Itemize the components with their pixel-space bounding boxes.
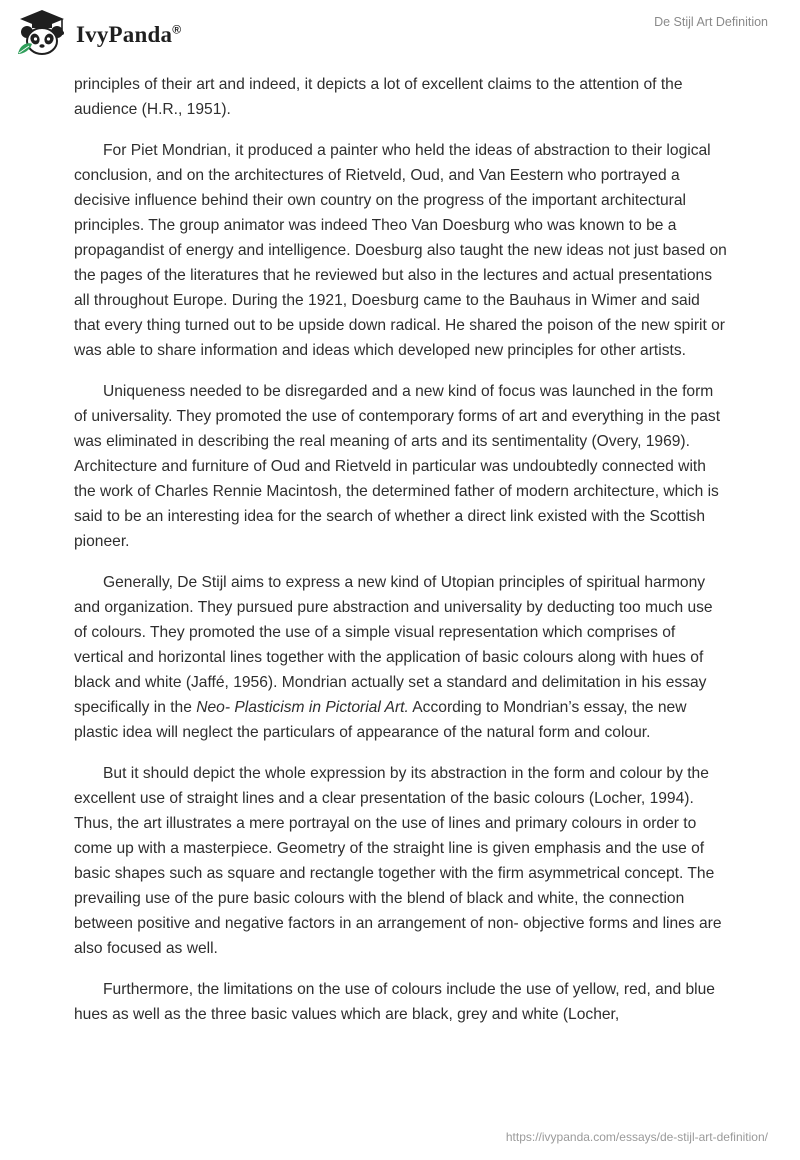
- paragraph-4: [74, 570, 728, 745]
- paragraph-5: But it should depict the whole expression by its abstraction in the form and colour by the excellent use of straight lines and a clear presentation of the basic colours (Locher, 1994). Thus, the art illustrates a mere portrayal on the use of lines and primary colours in order to come up with a masterpiece. Geometry of the straight line is given emphasis and the use of basic shapes such as square and rectangle together with the firm asymmetrical concept. The prevailing use of the pure basic colours with the blend of black and white, the connection between positive and negative factors in an arrangement of non- objective forms and lines are also focused as well.: [74, 765, 722, 957]
- page-header: [0, 0, 800, 68]
- paragraph-1: principles of their art and indeed, it depicts a lot of excellent claims to the attention of the audience (H.R., 1951).: [74, 76, 683, 118]
- registered-mark: ®: [172, 22, 182, 37]
- source-url[interactable]: https://ivypanda.com/essays/de-stijl-art-definition/: [505, 1130, 768, 1144]
- brand-name: IvyPanda®: [76, 22, 182, 47]
- paragraph-3: Uniqueness needed to be disregarded and a new kind of focus was launched in the form of universality. They promoted the use of contemporary forms of art and everything in the past was eliminated in describing the real meaning of arts and its sentimentality (Overy, 1969). Architecture and furniture of Oud and Rietveld in particular was undoubtedly connected with the work of Charles Rennie Macintosh, the determined father of modern architecture, which is said to be an interesting idea for the search of whether a direct link existed with the Scottish pioneer.: [74, 383, 721, 550]
- ivypanda-logo[interactable]: [14, 8, 181, 58]
- paragraph-6: Furthermore, the limitations on the use of colours include the use of yellow, red, and blue hues as well as the three basic values which are black, grey and white (Locher,: [74, 981, 715, 1023]
- paragraph-4-text-after: According to Mondrian’s essay, the new plastic idea will neglect the particulars of appearance of the natural form and colour.: [74, 699, 687, 741]
- paragraph-4-text-before: Generally, De Stijl aims to express a new kind of Utopian principles of spiritual harmony and organization. They pursued pure abstraction and universality by deducting too much use of colours. They promoted the use of a simple visual representation which comprises of vertical and horizontal lines together with the application of basic colours along with hues of black and white (Jaffé, 1956). Mondrian actually set a standard and delimitation in his essay specifically in the: [74, 574, 713, 716]
- essay-body: [74, 72, 728, 1043]
- panda-graduate-icon: [14, 8, 70, 58]
- document-title: De Stijl Art Definition: [654, 15, 768, 29]
- essay-title-italic: Neo- Plasticism in Pictorial Art.: [196, 699, 409, 716]
- paragraph-2: For Piet Mondrian, it produced a painter who held the ideas of abstraction to their logical conclusion, and on the architectures of Rietveld, Oud, and Van Eestern who portrayed a decisive influence behind their own country on the progress of the important architectural principles. The group animator was indeed Theo Van Doesburg who was known to be a propagandist of energy and intelligence. Doesburg also taught the new ideas not just based on the pages of the literatures that he reviewed but also in the lectures and actual presentations all throughout Europe. During the 1921, Doesburg came to the Bauhaus in Wimer and said that every thing turned out to be upside down radical. He shared the poison of the new spirit or was able to share information and ideas which developed new principles for other artists.: [74, 142, 727, 359]
